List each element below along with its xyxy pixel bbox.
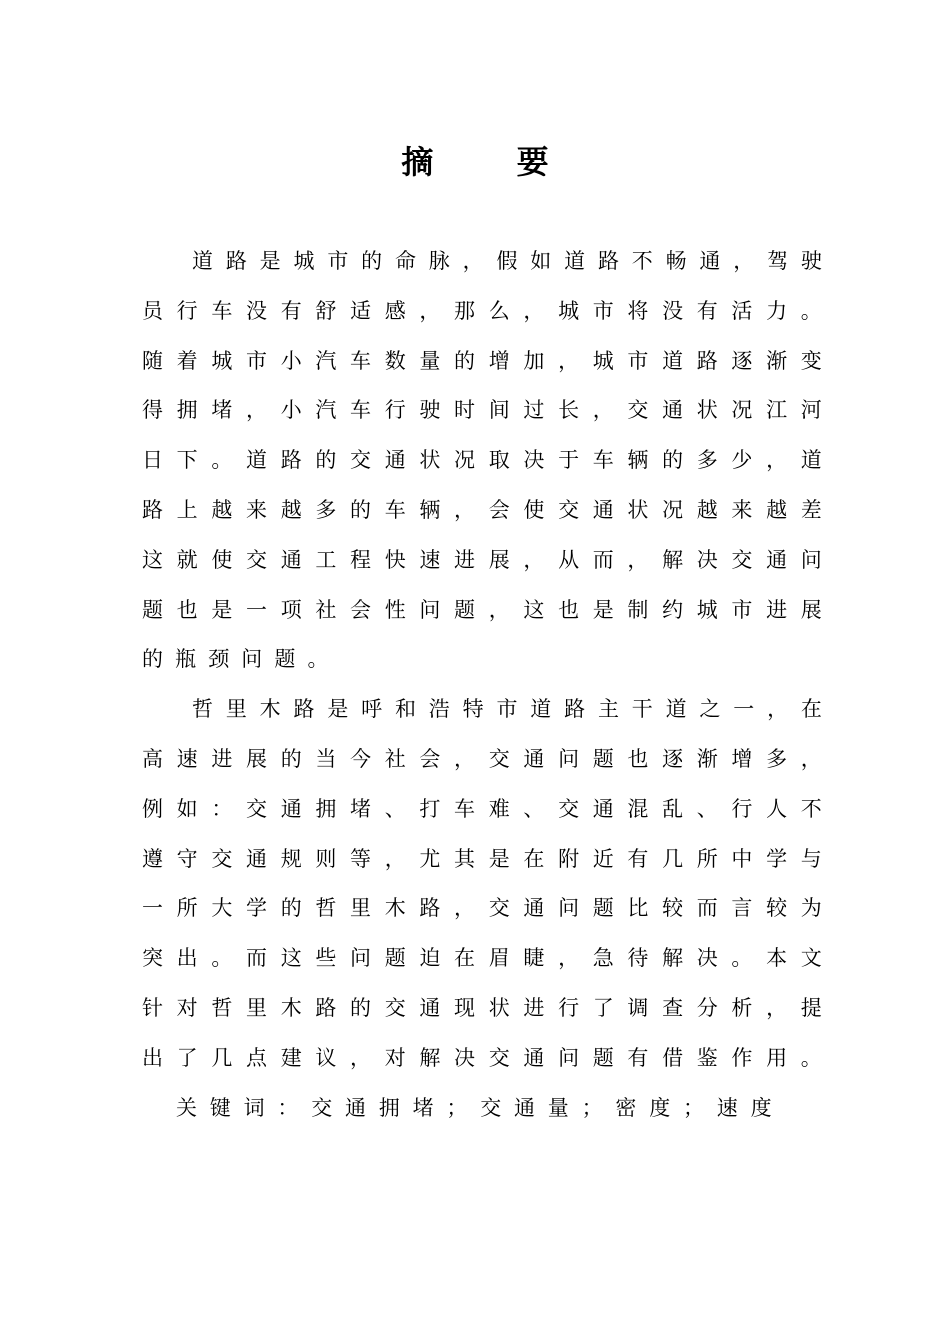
keywords-line: 关键词：交通拥堵；交通量；密度；速度 <box>176 1096 785 1120</box>
text-line: 道 路 是 城 市 的 命 脉 ， 假 如 道 路 不 畅 通 ， 驾 驶 <box>192 249 822 273</box>
text-line: 一 所 大 学 的 哲 里 木 路 ， 交 通 问 题 比 较 而 言 较 为 <box>142 896 822 921</box>
text-line: 员 行 车 没 有 舒 适 感 ， 那 么 ， 城 市 将 没 有 活 力 。 <box>142 298 822 323</box>
text-line: 出 了 几 点 建 议 ， 对 解 决 交 通 问 题 有 借 鉴 作 用 。 <box>142 1045 822 1070</box>
text-line: 的 瓶 颈 问 题 。 <box>142 647 329 672</box>
page-title: 摘 要 <box>401 143 585 181</box>
text-line: 哲 里 木 路 是 呼 和 浩 特 市 道 路 主 干 道 之 一 ， 在 <box>192 697 822 722</box>
text-line: 题 也 是 一 项 社 会 性 问 题 ， 这 也 是 制 约 城 市 进 展 <box>142 597 822 622</box>
text-line: 针 对 哲 里 木 路 的 交 通 现 状 进 行 了 调 查 分 析 ， 提 <box>142 995 822 1020</box>
text-line: 高 速 进 展 的 当 今 社 会 ， 交 通 问 题 也 逐 渐 增 多 ， <box>142 746 822 771</box>
text-line: 例 如 ： 交 通 拥 堵 、 打 车 难 、 交 通 混 乱 、 行 人 不 <box>142 796 822 821</box>
text-line: 路 上 越 来 越 多 的 车 辆 ， 会 使 交 通 状 况 越 来 越 差 <box>142 497 822 522</box>
text-line: 这 就 使 交 通 工 程 快 速 进 展 ， 从 而 ， 解 决 交 通 问 <box>142 547 822 572</box>
text-line: 日 下 。 道 路 的 交 通 状 况 取 决 于 车 辆 的 多 少 ， 道 <box>142 448 822 473</box>
abstract-body <box>142 237 822 1084</box>
text-line: 得 拥 堵 ， 小 汽 车 行 驶 时 间 过 长 ， 交 通 状 况 江 河 <box>142 398 822 423</box>
text-line: 遵 守 交 通 规 则 等 ， 尤 其 是 在 附 近 有 几 所 中 学 与 <box>142 846 822 871</box>
text-line: 突 出 。 而 这 些 问 题 迫 在 眉 睫 ， 急 待 解 决 。 本 文 <box>142 946 822 971</box>
text-line: 随 着 城 市 小 汽 车 数 量 的 增 加 ， 城 市 道 路 逐 渐 变 <box>142 348 822 373</box>
